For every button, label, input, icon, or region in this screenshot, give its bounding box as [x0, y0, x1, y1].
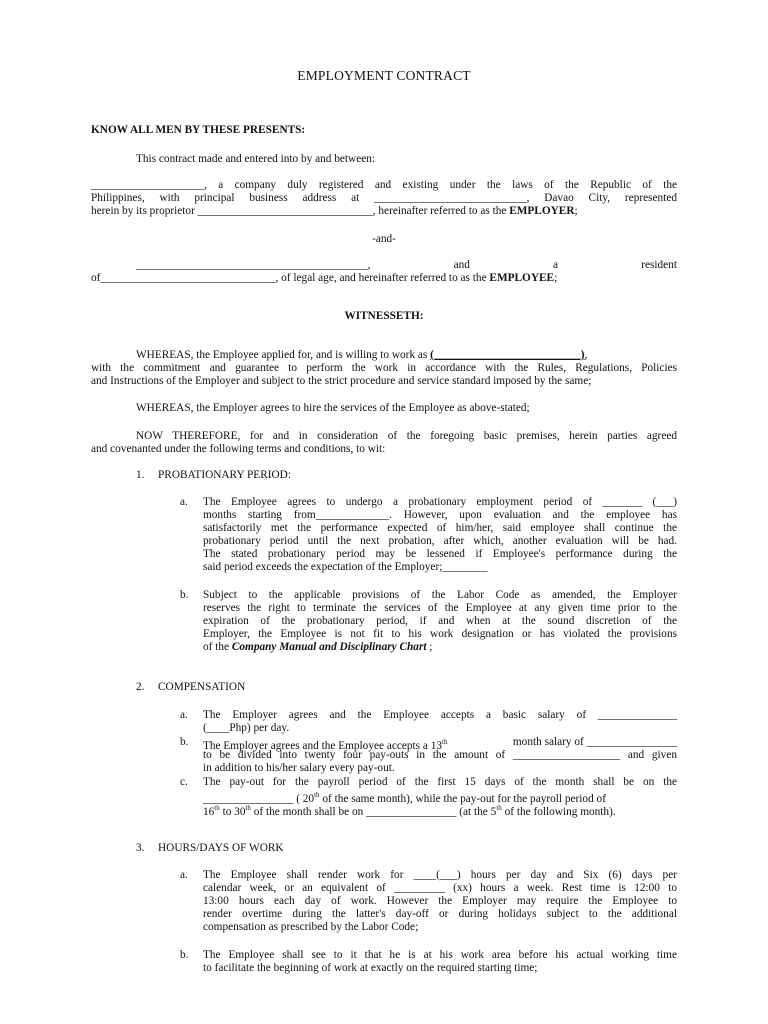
section-3b-label: b.: [180, 949, 189, 961]
employer-line-3-end: ;: [574, 205, 578, 217]
section-1a-line-1: The Employee agrees to undergo a probationary employment period of _______ (___): [203, 496, 677, 508]
preamble-intro: This contract made and entered into by and between:: [136, 153, 376, 165]
section-3-heading: [136, 842, 284, 855]
section-3a-line-3: 13:00 hours each day of work. However the Employer may require the Employee to: [203, 895, 677, 907]
section-2b-line-3: in addition to his/her salary every pay-out.: [203, 762, 395, 774]
section-2c-line-3-a: 16: [203, 805, 215, 818]
whereas-1-line-2: with the commitment and guarantee to perform the work in accordance with the Rules, Regulations, Policies: [91, 362, 677, 374]
section-2-title: COMPENSATION: [158, 681, 246, 693]
section-2a-line-1: The Employer agrees and the Employee accepts a basic salary of ______________: [203, 709, 677, 721]
section-1b-line-5-end: ;: [426, 641, 433, 653]
section-2c-line-2-b: of the same month), while the pay-out for the payroll period of: [319, 792, 606, 805]
employee-term: EMPLOYEE: [489, 272, 555, 284]
witnesseth-heading: WITNESSETH:: [344, 310, 424, 322]
section-1b-line-1: Subject to the applicable provisions of the Labor Code as amended, the Employer: [203, 589, 677, 601]
section-1a-line-5: The stated probationary period may be lessened if Employee's performance during the: [203, 548, 677, 560]
employee-line-1-a: a: [553, 259, 559, 271]
section-2b-label: b.: [180, 736, 189, 748]
section-2c-line-3-b: to 30: [219, 805, 246, 818]
employee-line-2: [91, 272, 557, 285]
section-2b-line-2: to be divided into twenty four pay-outs in the amount of ___________________ and given: [203, 749, 677, 761]
section-2c-line-3: [203, 802, 616, 819]
employer-line-2: Philippines, with principal business address at ___________________________, Davao City, represented: [91, 192, 677, 204]
employee-line-1-and: and: [453, 259, 470, 271]
section-3a-line-1: The Employee shall render work for ____(___) hours per day and Six (6) days per: [203, 869, 677, 881]
section-2c-line-3-c: of the month shall be on ________________ (at the 5: [250, 805, 497, 818]
now-therefore-line-2: and covenanted under the following terms and conditions, to wit:: [91, 443, 386, 455]
section-3a-line-4: render overtime during the latter's day-off or during holidays subject to the additional: [203, 908, 677, 920]
section-2c-sup: th: [314, 791, 320, 799]
whereas-1-line-1: [136, 349, 677, 362]
section-2c-sup-3: th: [496, 804, 502, 812]
section-1b-line-5: [203, 641, 432, 654]
section-1b-label: b.: [180, 589, 189, 601]
whereas-1-line-3: and Instructions of the Employer and subject to the strict procedure and service standard imposed by the same;: [91, 375, 592, 387]
company-manual-title: Company Manual and Disciplinary Chart: [231, 641, 427, 653]
section-2c-line-1: The pay-out for the payroll period of the first 15 days of the month shall be on the: [203, 776, 677, 788]
section-1a-line-4: probationary period until the next probation, after which, another evaluation will be had.: [203, 535, 677, 547]
section-1-heading: [136, 469, 291, 482]
employer-line-3: [91, 205, 578, 218]
and-separator: -and-: [372, 233, 396, 245]
section-2-number: 2.: [136, 681, 145, 693]
section-3a-line-2: calendar week, or an equivalent of _________ (xx) hours a week. Rest time is 12:00 to: [203, 882, 677, 894]
section-1-number: 1.: [136, 469, 145, 481]
section-1a-line-6: said period exceeds the expectation of the Employer;________: [203, 561, 488, 573]
section-2a-label: a.: [180, 709, 188, 721]
section-2b-sup: th: [442, 738, 448, 746]
employee-line-2-end: ;: [554, 272, 558, 284]
preamble-heading: KNOW ALL MEN BY THESE PRESENTS:: [91, 124, 306, 136]
section-3-number: 3.: [136, 842, 145, 854]
section-1a-label: a.: [180, 496, 188, 508]
document-title: EMPLOYMENT CONTRACT: [297, 68, 471, 83]
employee-line-1: [136, 259, 677, 272]
section-2c-sup-2: th: [245, 804, 251, 812]
section-2b-line-1-right: month salary of ________________: [512, 736, 677, 748]
employee-name-blank: _________________________________________,: [136, 259, 371, 271]
section-2c-label: c.: [180, 776, 188, 788]
section-1b-line-5-text: of the: [203, 641, 232, 653]
employer-line-1: ____________________, a company duly registered and existing under the laws of the Republic of the: [91, 179, 677, 191]
employer-line-3-text: herein by its proprietor _______________________________, hereinafter referred to as the: [91, 205, 510, 217]
section-2c-sup-1: th: [214, 804, 220, 812]
whereas-1-comma: ,: [584, 349, 588, 361]
section-1-title: PROBATIONARY PERIOD:: [158, 469, 291, 481]
section-1a-line-3: satisfactorily met the performance expected of him/her, said employee shall continue the: [203, 522, 677, 534]
employee-line-2-text: of_______________________________, of legal age, and hereinafter referred to as the: [91, 272, 490, 284]
section-1b-line-2: reserves the right to terminate the services of the Employee at any given time prior to the: [203, 602, 677, 614]
employee-line-1-resident: resident: [641, 259, 677, 271]
section-1b-line-4: Employer, the Employee is not fit to his work designation or has violated the provisions: [203, 628, 677, 640]
section-2c-line-3-d: of the following month).: [501, 805, 616, 818]
section-2a-line-2: (____Php) per day.: [203, 722, 290, 734]
section-1b-line-3: expiration of the probationary period, if and when at the sound discretion of the: [203, 615, 677, 627]
section-3b-line-1: The Employee shall see to it that he is at his work area before his actual working time: [203, 949, 677, 961]
whereas-1-text: WHEREAS, the Employee applied for, and is willing to work as: [136, 349, 431, 361]
section-2c-line-2-a: ________________ ( 20: [203, 792, 315, 805]
employer-term: EMPLOYER: [509, 205, 575, 217]
section-3-title: HOURS/DAYS OF WORK: [158, 842, 284, 854]
section-3b-line-2: to facilitate the beginning of work at exactly on the required starting time;: [203, 962, 538, 974]
section-3a-line-5: compensation as prescribed by the Labor Code;: [203, 921, 419, 933]
section-3a-label: a.: [180, 869, 188, 881]
section-1a-line-2: months starting from_____________. However, upon evaluation and the employee has: [203, 509, 677, 521]
section-2-heading: [136, 681, 245, 694]
position-blank: (__________________________): [430, 349, 585, 361]
section-2b-text: The Employer agrees and the Employee accepts a 13: [203, 739, 443, 752]
whereas-2: WHEREAS, the Employer agrees to hire the services of the Employee as above-stated;: [136, 402, 530, 414]
now-therefore-line-1: NOW THEREFORE, for and in consideration of the foregoing basic premises, herein parties agreed: [136, 430, 677, 442]
